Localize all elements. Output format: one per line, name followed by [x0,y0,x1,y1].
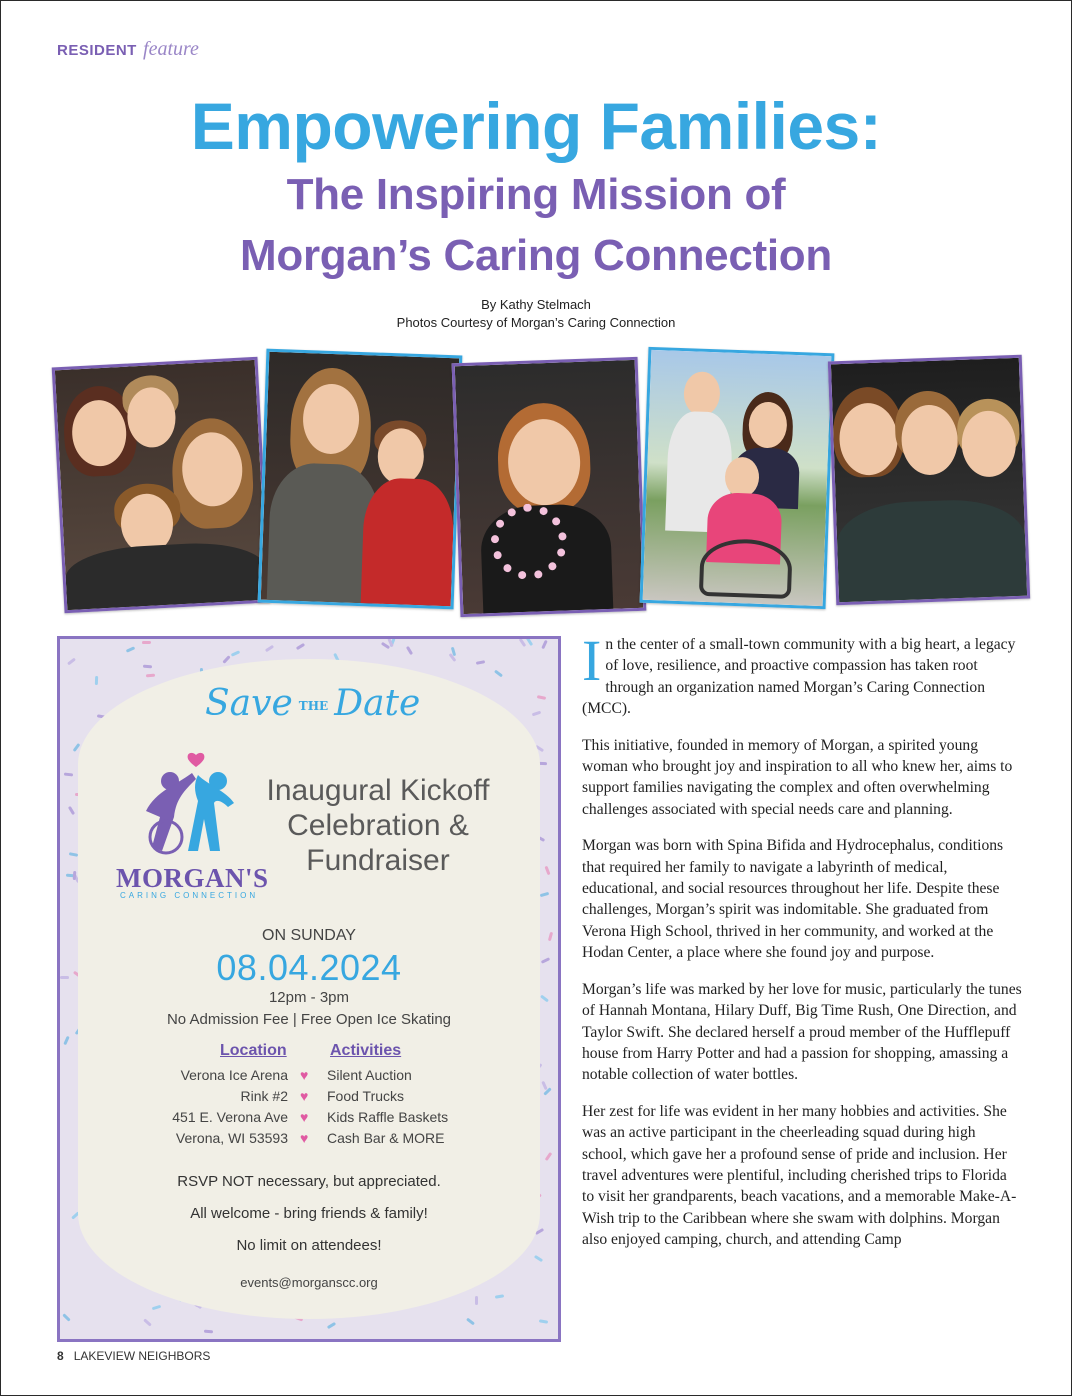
confetti-piece [64,773,73,777]
confetti-piece [146,674,155,678]
logo-name: MORGAN'S [116,863,269,893]
confetti-piece [126,646,135,652]
confetti-piece [540,892,549,897]
page-footer [57,1349,210,1363]
location-heading: Location [220,1042,287,1059]
byline-photos: Photos Courtesy of Morgan’s Caring Connection [396,315,676,330]
event-time: 12pm - 3pm [268,989,350,1006]
headline: Empowering Families: [190,89,882,163]
drop-cap: I [582,628,602,693]
rsvp-note: RSVP NOT necessary, but appreciated. [177,1173,441,1190]
confetti-piece [143,665,152,669]
mcc-logo-icon [136,751,246,861]
confetti-piece [494,670,503,678]
event-title-line3: Fundraiser [306,844,450,877]
heart-icon: ♥ [300,1067,309,1083]
confetti-piece [541,1081,547,1090]
article-paragraph: Morgan’s life was marked by her love for music, particularly the tunes of Hannah Montana, Hilary Duff, Big Time Rush, One Direction, and Taylor Swift. She declared herself a proud member of the Hufflepuff house from Harry Potter and had a passion for shopping, amassing a notable collection of water bottles. [582,980,1022,1084]
confetti-piece [67,658,76,666]
photo-4 [640,347,835,609]
confetti-piece [95,676,98,685]
subheadline-line1: The Inspiring Mission of [286,170,786,219]
confetti-piece [73,871,77,880]
confetti-piece [142,641,151,644]
kicker-bold: RESIDENT [57,42,137,59]
contact-email[interactable]: events@morganscc.org [240,1275,378,1290]
confetti-piece [62,1313,70,1321]
date-word: Date [334,683,421,724]
confetti-piece [545,1152,553,1161]
confetti-piece [541,640,548,649]
welcome-note: All welcome - bring friends & family! [190,1205,428,1222]
event-title-line2: Celebration & [287,809,469,842]
confetti-piece [466,1318,475,1326]
article-paragraph: Morgan was born with Spina Bifida and Hydrocephalus, conditions that required her family to navigate a labyrinth of medical, educational, and social resources throughout her life. Despite these challenges, Morgan’s spirit was indomitable. She graduated from Verona High School, thrived in her community, and worked at the Hodan Center, a place where she found joy and purpose. [582,837,1004,962]
save-word: Save [205,683,293,724]
confetti-piece [222,655,230,664]
the-word: THE [298,699,329,713]
event-flyer [57,636,561,1342]
article-paragraph: This initiative, founded in memory of Morgan, a spirited young woman who brought joy and inspiration to all who knew her, aims to support families navigating the complex and often overwhelming challenges associated with special needs care and planning. [582,736,1013,818]
event-day: ON SUNDAY [262,927,356,944]
photo-1 [52,357,271,613]
confetti-piece [406,646,413,655]
activity-line: Kids Raffle Baskets [327,1109,449,1125]
heart-icon: ♥ [300,1088,309,1104]
section-kicker [57,38,199,61]
confetti-piece [519,638,527,647]
confetti-piece [327,1322,336,1329]
confetti-piece [63,1036,69,1045]
activities-heading: Activities [330,1042,402,1059]
save-the-date [205,683,420,724]
article-paragraph: Her zest for life was evident in her many hobbies and activities. She was an active participant in the cheerleading squad during high school, which gave her a profound sense of pride and inclusion. Her travel adventures were plentiful, including cherished trips to Florida to visit her grandparents, beach vacations, and a memorable Make-A-Wish trip to the Caribbean where she swam with dolphins. Morgan also enjoyed camping, church, and attending Camp [582,1102,1017,1249]
location-line: Rink #2 [240,1088,288,1104]
logo-tagline: CARING CONNECTION [120,891,259,900]
page-number: 8 [57,1349,64,1363]
confetti-piece [534,1255,543,1262]
confetti-piece [532,711,541,717]
confetti-piece [69,852,78,857]
event-date: 08.04.2024 [216,947,402,988]
confetti-piece [544,866,550,875]
heart-icon: ♥ [300,1130,309,1146]
photo-2 [258,349,463,610]
subheadline-line2: Morgan’s Caring Connection [240,231,832,280]
confetti-piece [495,1294,504,1299]
location-line: Verona Ice Arena [180,1067,288,1083]
confetti-piece [265,645,274,652]
event-admission: No Admission Fee | Free Open Ice Skating [166,1011,452,1028]
activity-line: Food Trucks [327,1088,405,1104]
confetti-piece [476,660,485,665]
heart-icon: ♥ [300,1109,309,1125]
photo-5 [828,355,1030,606]
kicker-italic: feature [143,38,199,60]
publication-name: LAKEVIEW NEIGHBORS [73,1349,211,1363]
article-paragraph [582,628,1022,720]
confetti-piece [68,806,75,815]
confetti-piece [152,1305,161,1311]
confetti-piece [475,1296,478,1305]
event-title [248,773,508,878]
location-line: 451 E. Verona Ave [172,1109,288,1125]
byline-author: By Kathy Stelmach [481,297,591,312]
location-line: Verona, WI 53593 [175,1130,288,1146]
article-body [582,628,1022,1266]
confetti-piece [231,650,240,656]
paragraph-text: n the center of a small-town community with a big heart, a legacy of love, resilience, and proactive compassion has taken root through an organization named Morgan’s Caring Connection (MCC). [582,636,1016,718]
confetti-piece [143,1318,152,1326]
activity-line: Cash Bar & MORE [327,1130,445,1146]
activity-line: Silent Auction [327,1067,412,1083]
confetti-piece [296,643,305,650]
event-title-line1: Inaugural Kickoff [266,774,490,807]
photo-3 [452,357,647,617]
confetti-piece [204,1330,213,1334]
confetti-piece [539,1319,548,1324]
confetti-piece [526,637,533,646]
limit-note: No limit on attendees! [236,1237,382,1254]
confetti-piece [537,695,546,700]
